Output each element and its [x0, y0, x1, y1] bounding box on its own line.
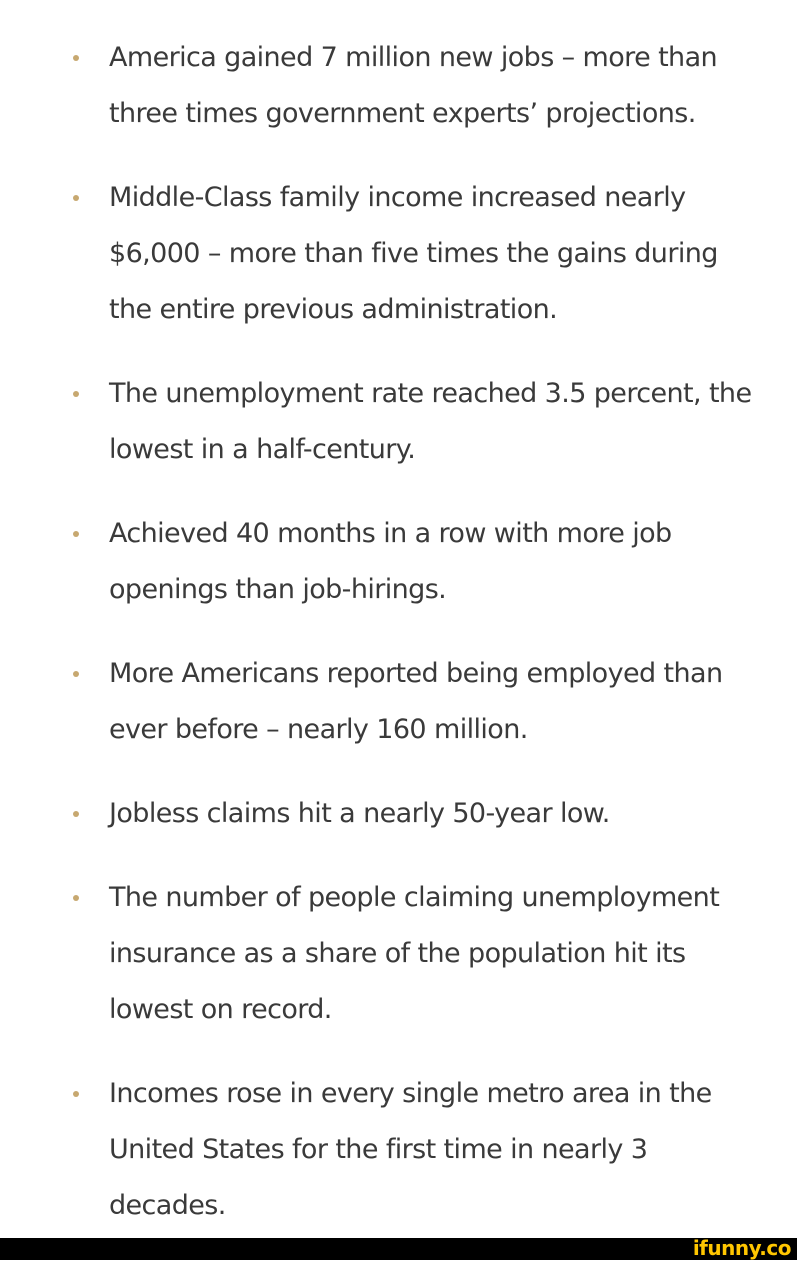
- list-item: [0, 30, 797, 142]
- bullet-dot-icon: [73, 391, 79, 397]
- bullet-list: [0, 30, 797, 1234]
- list-item-text: Incomes rose in every single metro area in the United States for the first time in nearly 3 decades.: [109, 1078, 712, 1221]
- list-item: [0, 1066, 797, 1234]
- list-item: [0, 506, 797, 618]
- bullet-dot-icon: [73, 895, 79, 901]
- list-item: [0, 646, 797, 758]
- list-item: [0, 366, 797, 478]
- ifunny-watermark: ifunny.co: [692, 1236, 791, 1260]
- bullet-dot-icon: [73, 671, 79, 677]
- list-item: [0, 170, 797, 338]
- list-item-text: The unemployment rate reached 3.5 percent, the lowest in a half-century.: [109, 378, 752, 465]
- bullet-dot-icon: [73, 195, 79, 201]
- list-item: [0, 786, 797, 842]
- list-item-text: Middle-Class family income increased nearly $6,000 – more than five times the gains during the entire previous administration.: [109, 182, 718, 325]
- list-item-text: America gained 7 million new jobs – more than three times government experts’ projections.: [109, 42, 718, 129]
- watermark-bar: [0, 1238, 797, 1260]
- bullet-dot-icon: [73, 55, 79, 61]
- list-item-text: More Americans reported being employed than ever before – nearly 160 million.: [109, 658, 723, 745]
- bullet-dot-icon: [73, 531, 79, 537]
- list-item-text: The number of people claiming unemployment insurance as a share of the population hit its lowest on record.: [109, 882, 720, 1025]
- list-item-text: Jobless claims hit a nearly 50-year low.: [109, 798, 610, 829]
- bullet-dot-icon: [73, 811, 79, 817]
- list-item-text: Achieved 40 months in a row with more job openings than job-hirings.: [109, 518, 672, 605]
- list-item: [0, 870, 797, 1038]
- article-content: [0, 30, 797, 1262]
- bullet-dot-icon: [73, 1091, 79, 1097]
